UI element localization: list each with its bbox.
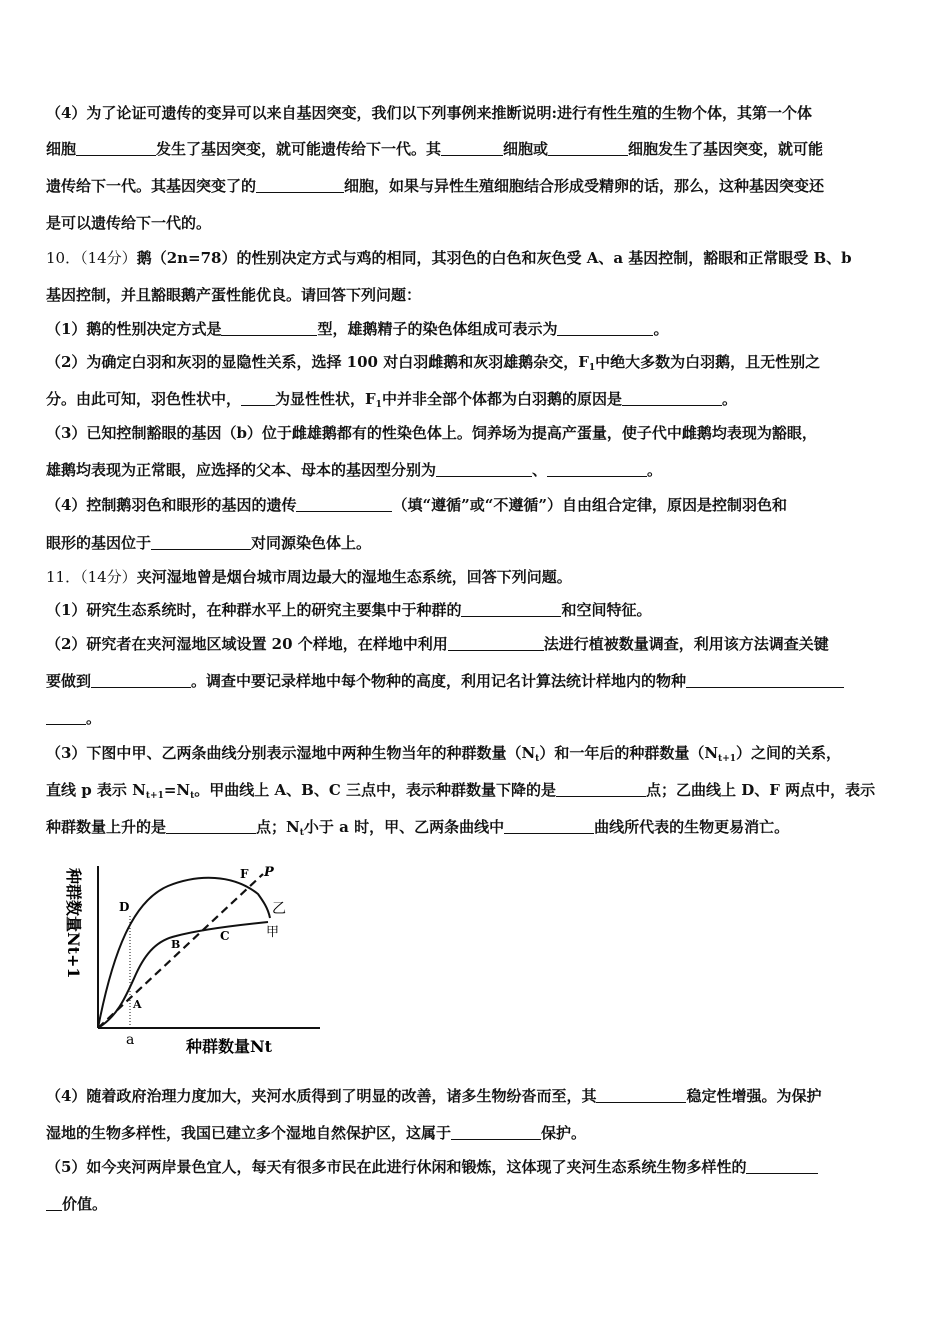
- label-jia: 甲: [266, 925, 280, 940]
- q10-part2: （2）为确定白羽和灰羽的显隐性关系，选择 100 对白羽雌鹅和灰羽雄鹅杂交，$F_1$中绝大多数为白羽鹅，且无性别之: [46, 353, 821, 373]
- blank[interactable]: [221, 320, 317, 336]
- q10-header-2: 基因控制，并且豁眼鹅产蛋性能优良。请回答下列问题：: [46, 286, 422, 304]
- blank[interactable]: [166, 818, 256, 834]
- blank[interactable]: [504, 818, 594, 834]
- blank[interactable]: [91, 672, 191, 688]
- blank[interactable]: [596, 1087, 686, 1103]
- q11-part1: （1）研究生态系统时，在种群水平上的研究主要集中于种群的 和空间特征。: [46, 601, 652, 619]
- label-A: A: [133, 998, 142, 1011]
- q10-part3: （3）已知控制豁眼的基因（b）位于雌雄鹅都有的性染色体上。饲养场为提高产蛋量，使子代中雌鹅均表现为豁眼，: [46, 424, 817, 442]
- blank[interactable]: [296, 496, 392, 512]
- blank[interactable]: [76, 140, 156, 156]
- label-F: F: [240, 867, 249, 881]
- q11-part2: （2）研究者在夹河湿地区域设置 20 个样地，在样地中利用 法进行植被数量调查，利用该方法调查关键: [46, 635, 829, 653]
- population-graph: [58, 856, 320, 1060]
- q10-part1: （1）鹅的性别决定方式是 型，雄鹅精子的染色体组成可表示为 。: [46, 320, 669, 338]
- q11-part2-c: 。: [46, 707, 908, 729]
- q9-4-line2: 细胞 发生了基因突变，就可能遗传给下一代。其 细胞或 细胞发生了基因突变，就可能: [46, 140, 824, 158]
- blank[interactable]: [622, 390, 722, 406]
- blank[interactable]: [461, 601, 561, 617]
- blank[interactable]: [151, 534, 251, 550]
- label-C: C: [220, 929, 230, 943]
- q11-part2-b: 要做到 。调查中要记录样地中每个物种的高度，利用记名计算法统计样地内的物种: [46, 670, 908, 692]
- blank[interactable]: [547, 461, 647, 477]
- blank[interactable]: [556, 781, 646, 797]
- blank[interactable]: [46, 709, 86, 725]
- population-figure: [58, 856, 320, 1060]
- label-yi: 乙: [272, 901, 286, 917]
- q10-part4: （4）控制鹅羽色和眼形的基因的遗传 （填“遵循”或“不遵循”）自由组合定律，原因是控制羽色和: [46, 496, 787, 514]
- q10-part3-b: 雄鹅均表现为正常眼，应选择的父本、母本的基因型分别为 、 。: [46, 461, 663, 479]
- blank[interactable]: [441, 140, 503, 156]
- blank[interactable]: [548, 140, 628, 156]
- q9-4-line4: 是可以遗传给下一代的。: [46, 214, 212, 232]
- label-a: a: [126, 1032, 135, 1048]
- blank[interactable]: [241, 390, 275, 406]
- q11-part5-b: 价值。: [46, 1193, 908, 1215]
- blank[interactable]: [451, 1124, 541, 1140]
- q11-part3-b: 直线 p 表示 $N_{t+1}=N_t$。甲曲线上 A、B、C 三点中，表示种群数量下降的是 点；乙曲线上 D、F 两点中，表示: [46, 781, 876, 801]
- blank[interactable]: [746, 1158, 818, 1174]
- blank[interactable]: [448, 635, 544, 651]
- y-axis-title: 种群数量Nt+1: [64, 868, 83, 979]
- line-p: [98, 874, 263, 1028]
- q11-part3-c: 种群数量上升的是 点；$N_t$小于 a 时，甲、乙两条曲线中 曲线所代表的生物更易消亡。: [46, 818, 790, 838]
- blank[interactable]: [557, 320, 653, 336]
- q11-part5: （5）如今夹河两岸景色宜人，每天有很多市民在此进行休闲和锻炼，这体现了夹河生态系统生物多样性的: [46, 1156, 908, 1178]
- q11-part4: （4）随着政府治理力度加大，夹河水质得到了明显的改善，诸多生物纷沓而至，其 稳定性增强。为保护: [46, 1087, 822, 1105]
- q11-part3: （3）下图中甲、乙两条曲线分别表示湿地中两种生物当年的种群数量$(N_t)$和一年后的种群数量$(N_{t+1})$之间的关系，: [46, 744, 842, 764]
- q11-header: 11．（14分）夹河湿地曾是烟台城市周边最大的湿地生态系统，回答下列问题。: [46, 568, 572, 586]
- x-axis-title: 种群数量Nt: [186, 1037, 273, 1056]
- q10-part4-b: 眼形的基因位于 对同源染色体上。: [46, 534, 372, 552]
- blank[interactable]: [256, 177, 344, 193]
- q9-4-line3: 遗传给下一代。其基因突变了的 细胞，如果与异性生殖细胞结合形成受精卵的话，那么，这种基因突变还: [46, 177, 825, 195]
- blank[interactable]: [686, 672, 844, 688]
- label-B: B: [171, 938, 181, 951]
- blank[interactable]: [436, 461, 532, 477]
- q11-part4-b: 湿地的生物多样性，我国已建立多个湿地自然保护区，这属于 保护。: [46, 1124, 587, 1142]
- label-D: D: [119, 900, 130, 914]
- q9-4-line1: （4）为了论证可遗传的变异可以来自基因突变，我们以下列事例来推断说明:进行有性生殖的生物个体，其第一个体: [46, 104, 812, 122]
- q10-part2-b: 分。由此可知，羽色性状中， 为显性性状，$F_1$中并非全部个体都为白羽鹅的原因是 。: [46, 390, 737, 410]
- label-p: P: [264, 865, 274, 880]
- blank[interactable]: [46, 1195, 62, 1211]
- q10-header: 10．（14分）鹅（2n=78）的性别决定方式与鸡的相同，其羽色的白色和灰色受 A、a 基因控制，豁眼和正常眼受 B、b: [46, 249, 852, 267]
